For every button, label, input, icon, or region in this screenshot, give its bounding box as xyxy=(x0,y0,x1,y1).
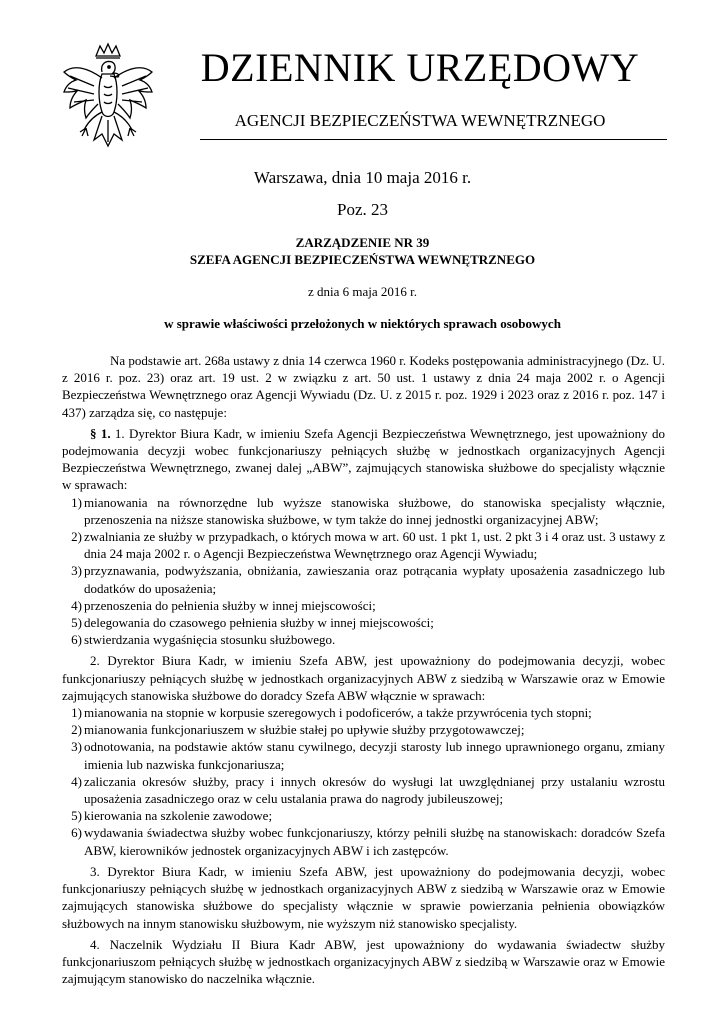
act-date: z dnia 6 maja 2016 r. xyxy=(307,284,418,299)
masthead-divider xyxy=(200,139,667,140)
section-mark: § 1. xyxy=(90,425,111,441)
act-title xyxy=(0,234,725,268)
section-1-ust-1 xyxy=(62,425,665,494)
list-item: 6) stwierdzania wygaśnięcia stosunku służbowego. xyxy=(71,632,336,648)
document-body xyxy=(62,352,665,987)
ust-1-text: 1. Dyrektor Biura Kadr, w imieniu Szefa Agencji Bezpieczeństwa Wewnętrznego, jest upoważniony do podejmowania decyzji wobec funkcjonariuszy pełniących służbę w jednostkach organizacyjnych Agencji Bezpieczeństwa Wewnętrznego, zwanej dalej „ABW”, zajmujących stanowiska służbowe do specjalisty włącznie w sprawach: xyxy=(62,425,665,493)
place-and-date: Warszawa, dnia 10 maja 2016 r. xyxy=(253,168,472,187)
section-1-ust-4: 4. Naczelnik Wydziału II Biura Kadr ABW, jest upoważniony do wydawania świadectw służby funkcjonariuszom pełniących służbę w jednostkach organizacyjnych ABW z siedzibą w Warszawie oraz w Emowie zajmującym stanowisko do naczelnika włącznie. xyxy=(62,936,665,987)
journal-title: DZIENNIK URZĘDOWY xyxy=(200,45,640,90)
list-item: 4) zaliczania okresów służby, pracy i innych okresów do wysługi lat uwzględnianej przy ustalaniu wzrostu uposażenia zasadniczego oraz w celu ustalania prawa do nagrody jubileuszowej; xyxy=(71,773,665,807)
list-item: 6) wydawania świadectwa służby wobec funkcjonariuszy, którzy pełnili służbę na stanowiskach: doradców Szefa ABW, kierowników jednostek organizacyjnych ABW i ich zastępców. xyxy=(71,825,665,858)
list-item: 4) przenoszenia do pełnienia służby w innej miejscowości; xyxy=(71,597,376,613)
ust-1-items xyxy=(62,494,665,649)
position-number: Poz. 23 xyxy=(337,200,388,219)
act-subject: w sprawie właściwości przełożonych w niektórych sprawach osobowych xyxy=(164,316,561,331)
act-title-line-2: SZEFA AGENCJI BEZPIECZEŃSTWA WEWNĘTRZNEGO xyxy=(189,252,536,267)
list-item: 2) mianowania funkcjonariuszem w służbie stałej po upływie służby przygotowawczej; xyxy=(71,722,525,738)
eagle-emblem-icon xyxy=(58,42,158,160)
list-item: 5) kierowania na szkolenie zawodowe; xyxy=(71,808,273,824)
list-item: 3) odnotowania, na podstawie aktów stanu cywilnego, decyzji starosty lub innego uprawnionego organu, zmiany imienia lub nazwiska funkcjonariusza; xyxy=(71,739,665,772)
journal-subtitle: AGENCJI BEZPIECZEŃSTWA WEWNĘTRZNEGO xyxy=(234,111,606,130)
list-item: 2) zwalniania ze służby w przypadkach, o których mowa w art. 60 ust. 1 pkt 1, ust. 2 pkt 3 i 4 oraz ust. 3 ustawy z dnia 24 maja 2002 r. o Agencji Bezpieczeństwa Wewnętrznego oraz Agencji Wywiadu; xyxy=(71,529,665,562)
section-1-ust-3: 3. Dyrektor Biura Kadr, w imieniu Szefa ABW, jest upoważniony do podejmowania decyzji, wobec funkcjonariuszy pełniących służbę w jednostkach organizacyjnych ABW z siedzibą w Warszawie oraz w Emowie zajmujących stanowiska służbowe do specjalisty włącznie w sprawie powierzania pełnienia obowiązków służbowych na innym stanowisku służbowym, nie wyższym niż stanowisko specjalisty. xyxy=(62,863,665,931)
list-item: 1) mianowania na stopnie w korpusie szeregowych i podoficerów, a także przywrócenia tych stopni; xyxy=(71,705,592,721)
preamble: Na podstawie art. 268a ustawy z dnia 14 czerwca 1960 r. Kodeks postępowania administracyjnego (Dz. U. z 2016 r. poz. 23) oraz art. 19 ust. 2 w związku z art. 50 ust. 1 ustawy z dnia 24 maja 2002 r. o Agencji Bezpieczeństwa Wewnętrznego oraz Agencji Wywiadu (Dz. U. z 2015 r. poz. 1929 i 2023 oraz z 2016 r. poz. 147 i 437) zarządza się, co następuje: xyxy=(62,353,665,420)
list-item: 1) mianowania na równorzędne lub wyższe stanowiska służbowe, do stanowiska specjalisty włącznie, przenoszenia na niższe stanowiska służbowe, w tym także do innej jednostki organizacyjnej ABW; xyxy=(71,494,665,527)
section-1-ust-2: 2. Dyrektor Biura Kadr, w imieniu Szefa ABW, jest upoważniony do podejmowania decyzji, wobec funkcjonariuszy pełniących służbę w jednostkach organizacyjnych ABW z siedzibą w Warszawie oraz w Emowie zajmujących stanowiska służbowe do doradcy Szefa ABW włącznie w sprawach: xyxy=(62,653,665,703)
ust-2-items xyxy=(62,704,665,859)
act-title-line-1: ZARZĄDZENIE NR 39 xyxy=(295,235,430,250)
list-item: 3) przyznawania, podwyższania, obniżania, zawieszania oraz potrącania wypłaty uposażenia zasadniczego lub dodatków do uposażenia; xyxy=(71,563,665,596)
list-item: 5) delegowania do czasowego pełnienia służby w innej miejscowości; xyxy=(71,615,434,631)
